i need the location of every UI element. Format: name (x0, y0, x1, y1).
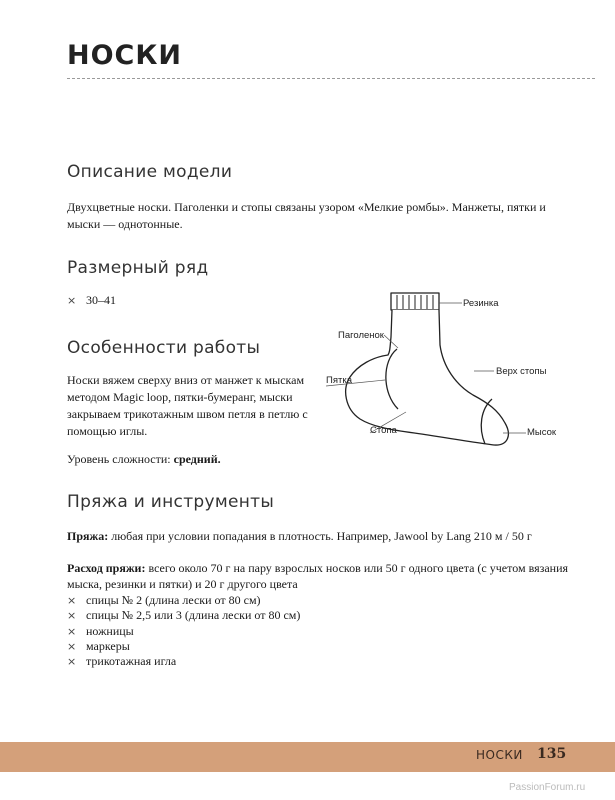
tools-list (67, 593, 300, 669)
yarn-label: Пряжа: (67, 529, 109, 543)
bullet-icon: × (67, 594, 77, 607)
description-text: Двухцветные носки. Паголенки и стопы связаны узором «Мелкие ромбы». Манжеты, пятки и мыски — однотонные. (67, 200, 546, 231)
consumption-text (67, 560, 582, 592)
label-toe: Мысок (527, 427, 557, 438)
consumption-label: Расход пряжи: (67, 561, 146, 575)
bullet-icon: × (67, 609, 77, 623)
yarn-heading: Пряжа и инструменты (67, 492, 275, 512)
bullet-icon: × (67, 624, 77, 638)
list-item: × 30–41 (67, 293, 116, 307)
sizes-heading: Размерный ряд (67, 258, 209, 278)
consumption-value: всего около 70 г на пару взрослых носков или 50 г одного цвета (с учетом вязания мыска, резинки и пятки) и 20 г другого цвета (67, 561, 569, 591)
difficulty-label: Уровень сложности: (67, 452, 171, 466)
watermark: PassionForum.ru (509, 782, 586, 793)
yarn-text (67, 528, 587, 545)
sizes-list (67, 293, 116, 308)
label-heel: Пятка (326, 375, 352, 386)
list-item: × спицы № 2,5 или 3 (длина лески от 80 см) (67, 608, 301, 623)
page-number: 135 (537, 746, 567, 762)
list-item: × ножницы (67, 623, 134, 638)
work-text: Носки вяжем сверху вниз от манжет к мыскам методом Magic loop, пятки-бумеранг, мыски закрываем трикотажным швом петля в петлю с помощью иглы. (67, 373, 308, 438)
work-heading: Особенности работы (67, 338, 261, 358)
page-title: НОСКИ (67, 40, 183, 71)
label-instep: Верх стопы (496, 366, 547, 377)
footer-section-title: НОСКИ (476, 748, 523, 762)
yarn-value: любая при условии попадания в плотность. Например, Jawool by Lang 210 м / 50 г (111, 529, 532, 543)
list-item: × спицы № 2 (длина лески от 80 см) (67, 593, 261, 607)
difficulty-value: средний. (173, 452, 221, 466)
description-heading: Описание модели (67, 162, 233, 182)
list-item: × трикотажная игла (67, 654, 177, 669)
label-rib: Резинка (463, 298, 499, 309)
bullet-icon: × (67, 639, 77, 653)
title-divider (67, 78, 595, 79)
bullet-icon: × (67, 294, 77, 307)
list-item: × маркеры (67, 638, 130, 653)
label-sole: Стопа (370, 425, 397, 436)
label-leg: Паголенок (338, 330, 384, 341)
bullet-icon: × (67, 655, 77, 669)
difficulty (67, 451, 221, 468)
